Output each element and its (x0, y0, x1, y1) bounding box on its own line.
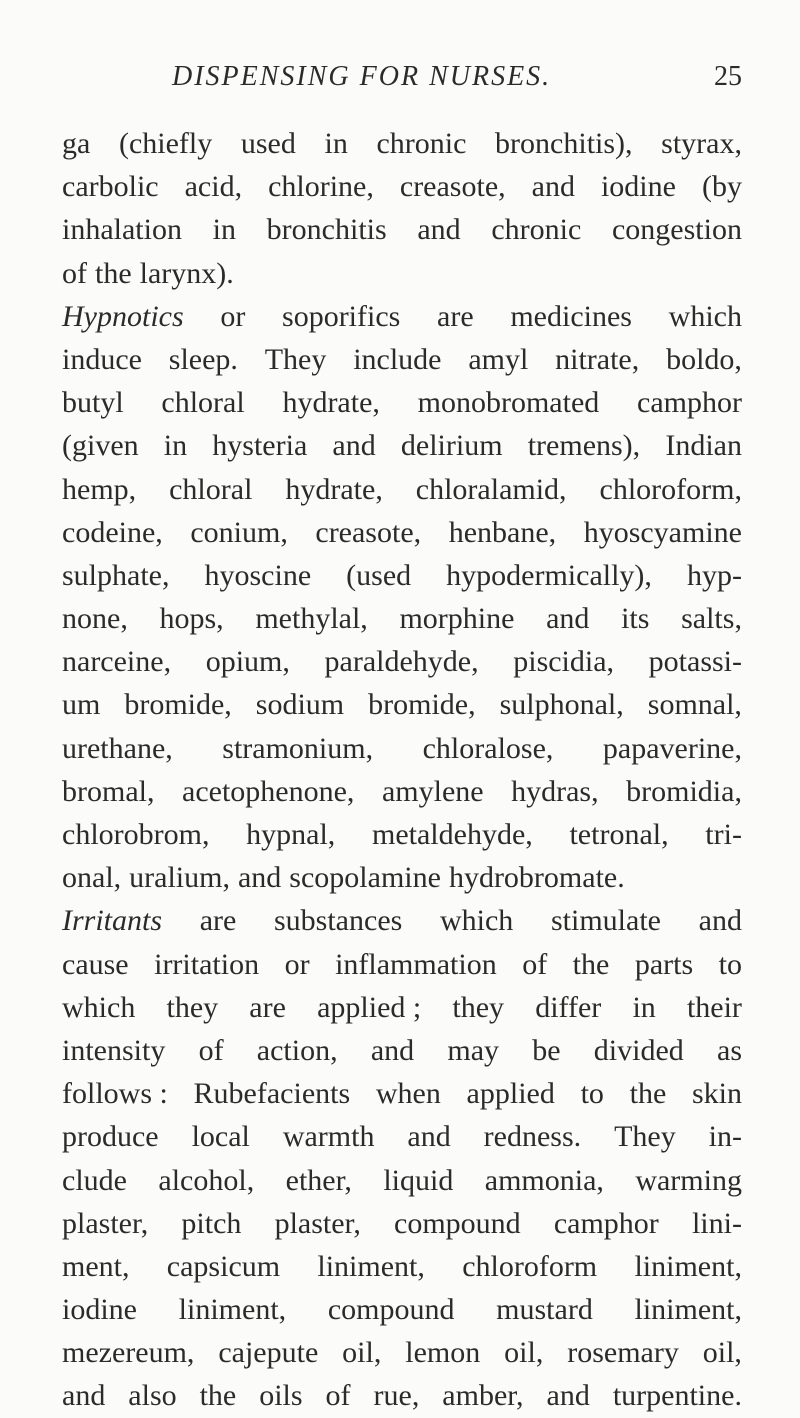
word: which (439, 904, 514, 938)
word: opium, (205, 645, 290, 679)
word: urethane, (62, 731, 173, 765)
word: chloroform (462, 1249, 598, 1283)
word: chronic (376, 127, 467, 160)
word: are (437, 299, 474, 333)
word: hops, (159, 602, 224, 636)
word: hypnal, (246, 818, 336, 851)
word: stramonium, (222, 731, 374, 765)
word: metaldehyde, (372, 818, 533, 851)
word: chloral (169, 472, 253, 506)
word: oil, (702, 1336, 742, 1370)
word: the (95, 256, 132, 290)
word: amber, (442, 1379, 524, 1413)
word: and (546, 602, 590, 636)
word: cajepute (218, 1336, 319, 1370)
text-line (62, 986, 742, 1029)
text-line (62, 295, 742, 338)
text-line (62, 424, 742, 467)
word: ga (62, 127, 91, 160)
word: monobromated (417, 386, 600, 420)
word: styrax, (661, 127, 742, 160)
word: bronchitis), (495, 127, 633, 160)
word: bromide, (124, 688, 232, 722)
word: liquid (383, 1163, 454, 1197)
word: (given (62, 429, 139, 463)
word: tetronal, (569, 818, 669, 851)
word: the (629, 1077, 667, 1111)
word: creasote, (315, 515, 422, 549)
word: of (62, 256, 87, 290)
word: produce (62, 1120, 159, 1154)
word: somnal, (647, 688, 742, 722)
text-line (62, 208, 742, 251)
word: hemp, (62, 472, 137, 506)
text-line (62, 1245, 742, 1288)
word: hydras, (511, 774, 599, 808)
page-number: 25 (714, 61, 742, 92)
word: (chiefly (118, 127, 213, 160)
word: codeine, (62, 515, 163, 549)
word: They (264, 342, 327, 376)
word: amylene (381, 774, 484, 808)
word: are (249, 990, 286, 1024)
word: compound (327, 1293, 455, 1327)
word: and (546, 1379, 590, 1413)
text-line (62, 640, 742, 683)
word: boldo, (666, 342, 742, 376)
word: applied ; (317, 990, 422, 1024)
word: their (686, 990, 742, 1024)
word: Indian (665, 429, 742, 463)
word: liniment, (178, 1293, 287, 1327)
word: They (614, 1120, 676, 1154)
word: acetophenone, (182, 774, 355, 808)
word: morphine (399, 602, 515, 636)
word: parts (634, 947, 694, 981)
text-line (62, 511, 742, 554)
word: chronic (491, 213, 582, 247)
word: papaverine, (602, 731, 742, 765)
word: used (240, 127, 296, 160)
word: acid, (184, 170, 243, 204)
word: liniment, (634, 1293, 742, 1327)
word: inhalation (62, 213, 182, 247)
text-line (62, 727, 742, 770)
word: or (284, 947, 310, 981)
word: chloralamid, (415, 472, 567, 506)
word: they (452, 990, 505, 1024)
text-line (62, 1374, 742, 1417)
word: warming (635, 1163, 742, 1197)
word: salts, (681, 602, 742, 636)
word: iodine (62, 1293, 137, 1327)
word: delirium (400, 429, 503, 463)
word: chloral (161, 386, 245, 420)
word: hypodermically), (446, 558, 652, 592)
word: irritation (154, 947, 260, 981)
word: pitch (181, 1206, 242, 1240)
word: sodium (255, 688, 345, 722)
word: which (668, 299, 742, 333)
text-line (62, 554, 742, 597)
word: sleep. (168, 342, 238, 376)
word: its (621, 602, 650, 636)
word: hydrate, (285, 472, 383, 506)
word: lemon (405, 1336, 481, 1370)
word: be (532, 1033, 561, 1067)
word: onal, (62, 861, 122, 895)
word: may (447, 1033, 500, 1067)
word: soporifics (282, 299, 401, 333)
word: carbolic (62, 170, 159, 204)
word: bromidia, (626, 774, 742, 808)
word: mezereum, (62, 1336, 195, 1370)
word: of (522, 947, 548, 981)
word: the (199, 1379, 237, 1413)
text-line (62, 1202, 742, 1245)
word: and (370, 1033, 415, 1067)
word: uralium, (129, 861, 230, 895)
word: capsicum (166, 1249, 281, 1283)
body-text (62, 122, 742, 1418)
word: hydrate, (282, 386, 380, 420)
word: turpentine. (612, 1379, 742, 1413)
word: of (198, 1033, 224, 1067)
word: medicines (510, 299, 632, 333)
word: ether, (285, 1163, 352, 1197)
word: congestion (611, 213, 742, 247)
word: of (325, 1379, 351, 1413)
word: none, (62, 602, 128, 636)
text-line (62, 338, 742, 381)
word: nitrate, (555, 342, 640, 376)
word: as (717, 1033, 742, 1067)
word: bronchitis (266, 213, 387, 247)
word: butyl (62, 386, 124, 420)
word: and (531, 170, 575, 204)
word: (used (346, 558, 412, 592)
text-line (62, 813, 742, 856)
word: when (375, 1077, 441, 1111)
text-line (62, 122, 742, 165)
text-line (62, 252, 742, 295)
word: tri- (705, 818, 742, 851)
word: (by (701, 170, 742, 204)
word: plaster, (274, 1206, 361, 1240)
word: to (718, 947, 742, 981)
word: bromal, (62, 774, 155, 808)
word: paraldehyde, (324, 645, 479, 679)
word: narceine, (62, 645, 172, 679)
word: mustard (496, 1293, 593, 1327)
word: um (62, 688, 101, 722)
text-line (62, 597, 742, 640)
word: amyl (468, 342, 529, 376)
word: hyp- (686, 558, 742, 592)
word: skin (691, 1077, 742, 1111)
word: liniment, (317, 1249, 425, 1283)
word: ment, (62, 1249, 130, 1283)
text-line (62, 1331, 742, 1374)
text-line (62, 770, 742, 813)
text-line (62, 856, 742, 899)
word: and (62, 1379, 106, 1413)
word: and (417, 213, 461, 247)
text-line (62, 468, 742, 511)
text-line (62, 1115, 742, 1158)
word: clude (62, 1163, 127, 1197)
word: Rubefacients (193, 1077, 351, 1111)
word: oil, (504, 1336, 544, 1370)
word: redness. (483, 1120, 582, 1154)
word: or (220, 299, 246, 333)
word: camphor (637, 386, 742, 420)
word: in (324, 127, 348, 160)
word: creasote, (399, 170, 506, 204)
word: scopolamine (289, 861, 441, 895)
word: in (163, 429, 188, 463)
text-line (62, 1029, 742, 1072)
word: lini- (691, 1206, 742, 1240)
word: compound (394, 1206, 521, 1240)
word: sulphate, (62, 558, 170, 592)
word: they (166, 990, 219, 1024)
word: henbane, (448, 515, 557, 549)
word: chloroform, (599, 472, 742, 506)
word: also (128, 1379, 177, 1413)
word: inflammation (335, 947, 497, 981)
word: divided (593, 1033, 684, 1067)
text-line (62, 1288, 742, 1331)
word: and (237, 861, 282, 895)
term-heading: Hypnotics (62, 299, 184, 333)
word: bromide, (368, 688, 476, 722)
word: hysteria (212, 429, 308, 463)
word: applied (466, 1077, 555, 1111)
word: which (62, 990, 136, 1024)
word: in (632, 990, 656, 1024)
word: iodine (600, 170, 676, 204)
word: differ (535, 990, 602, 1024)
word: in- (708, 1120, 742, 1154)
word: chloralose, (422, 731, 554, 765)
word: hydrobromate. (448, 861, 625, 895)
word: stimulate (550, 904, 661, 938)
word: warmth (282, 1120, 375, 1154)
word: follows : (62, 1077, 168, 1111)
word: and (332, 429, 376, 463)
word: chlorine, (268, 170, 374, 204)
word: chlorobrom, (62, 818, 210, 851)
text-line (62, 683, 742, 726)
text-line (62, 1159, 742, 1202)
word: induce (62, 342, 142, 376)
word: are (199, 904, 237, 938)
word: action, (256, 1033, 338, 1067)
text-line (62, 1072, 742, 1115)
term-heading: Irritants (62, 904, 163, 938)
word: the (572, 947, 610, 981)
word: in (212, 213, 236, 247)
text-line (62, 943, 742, 986)
text-line (62, 165, 742, 208)
word: larynx). (139, 256, 234, 290)
word: rue, (373, 1379, 420, 1413)
word: substances (274, 904, 403, 938)
word: cause (62, 947, 129, 981)
word: piscidia, (513, 645, 615, 679)
running-head (0, 60, 800, 100)
word: oils (259, 1379, 303, 1413)
word: plaster, (62, 1206, 149, 1240)
word: oil, (342, 1336, 382, 1370)
word: hyoscyamine (583, 515, 742, 549)
word: to (580, 1077, 604, 1111)
word: ammonia, (484, 1163, 604, 1197)
word: include (353, 342, 442, 376)
word: liniment, (634, 1249, 742, 1283)
word: tremens), (527, 429, 641, 463)
word: methylal, (255, 602, 368, 636)
text-line (62, 381, 742, 424)
word: conium, (190, 515, 288, 549)
word: hyoscine (204, 558, 312, 592)
word: and (407, 1120, 451, 1154)
word: intensity (62, 1033, 166, 1067)
word: sulphonal, (499, 688, 624, 722)
word: rosemary (567, 1336, 679, 1370)
word: potassi- (648, 645, 742, 679)
word: local (191, 1120, 250, 1154)
running-head-title: DISPENSING FOR NURSES. (172, 61, 552, 92)
word: and (698, 904, 742, 938)
text-line (62, 899, 742, 942)
word: camphor (553, 1206, 659, 1240)
word: alcohol, (158, 1163, 255, 1197)
